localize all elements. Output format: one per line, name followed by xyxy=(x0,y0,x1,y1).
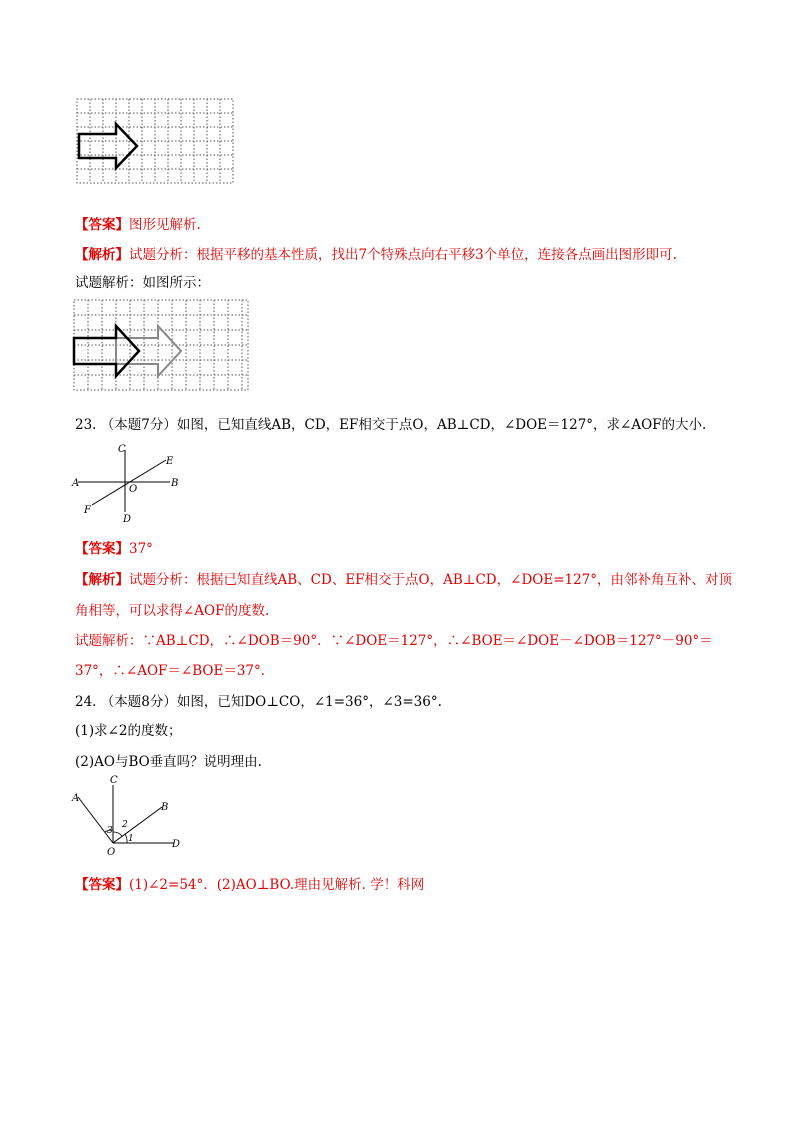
answer-tag: 【答案】 xyxy=(75,217,129,233)
label-A: A xyxy=(72,793,80,804)
label-F: F xyxy=(84,505,91,516)
analysis-text: 试题分析：根据平移的基本性质，找出7个特殊点向右平移3个单位，连接各点画出图形即可. xyxy=(129,247,677,263)
label-B: B xyxy=(161,802,169,813)
label-A: A xyxy=(72,478,80,489)
arrow-grid-figure-original xyxy=(75,97,235,185)
q22-analysis xyxy=(75,246,677,264)
arrow-grid-figure-solution xyxy=(72,298,250,392)
translated-arrow-shape xyxy=(116,326,181,376)
q23-analysis-line1 xyxy=(75,571,732,589)
q23-answer xyxy=(75,540,153,558)
analysis-text: 试题分析：根据已知直线AB、CD、EF相交于点O，AB⊥CD，∠DOE=127°，由邻补角互补、对顶 xyxy=(129,572,733,588)
label-C: C xyxy=(110,775,118,786)
q23-analysis-line2: 角相等，可以求得∠AOF的度数. xyxy=(75,603,270,619)
label-D: D xyxy=(172,839,181,850)
label-C: C xyxy=(118,444,126,455)
q24-question: 24. （本题8分）如图，已知DO⊥CO，∠1=36°，∠3=36°. xyxy=(75,694,442,710)
q23-solution-line2: 37°，∴∠AOF＝∠BOE＝37°． xyxy=(75,663,275,679)
label-angle-3: 3 xyxy=(107,826,113,836)
q22-solution: 试题解析：如图所示： xyxy=(75,275,210,291)
source-arrow-shape xyxy=(74,326,139,376)
analysis-tag: 【解析】 xyxy=(75,572,129,588)
q24-part1: (1)求∠2的度数； xyxy=(75,723,182,739)
analysis-tag: 【解析】 xyxy=(75,247,129,263)
q24-part2: (2)AO与BO垂直吗？说明理由. xyxy=(75,754,262,770)
label-D: D xyxy=(123,514,132,525)
q24-answer xyxy=(75,876,424,894)
original-arrow-shape xyxy=(79,124,137,168)
q22-answer xyxy=(75,216,201,234)
q23-question: 23. （本题7分）如图，已知直线AB，CD，EF相交于点O，AB⊥CD，∠DOE＝127°，求∠AOF的大小. xyxy=(75,417,707,433)
label-O: O xyxy=(107,847,116,858)
q23-solution-line1: 试题解析：∵AB⊥CD，∴∠DOB＝90°．∵∠DOE＝127°，∴∠BOE＝∠DOE－∠DOB＝127°－90°＝ xyxy=(75,633,713,649)
label-B: B xyxy=(171,478,179,489)
label-O: O xyxy=(129,484,138,495)
label-angle-1: 1 xyxy=(128,834,134,844)
answer-tag: 【答案】 xyxy=(75,541,129,557)
q23-lines-figure xyxy=(70,440,185,525)
answer-text: 37° xyxy=(129,541,153,557)
answer-text: 图形见解析. xyxy=(129,217,201,233)
answer-tag: 【答案】 xyxy=(75,877,129,893)
label-angle-2: 2 xyxy=(122,820,128,830)
q24-angles-figure xyxy=(70,775,185,860)
label-E: E xyxy=(166,456,174,467)
answer-text: (1)∠2=54°．(2)AO⊥BO.理由见解析. 学！科网 xyxy=(129,877,425,893)
